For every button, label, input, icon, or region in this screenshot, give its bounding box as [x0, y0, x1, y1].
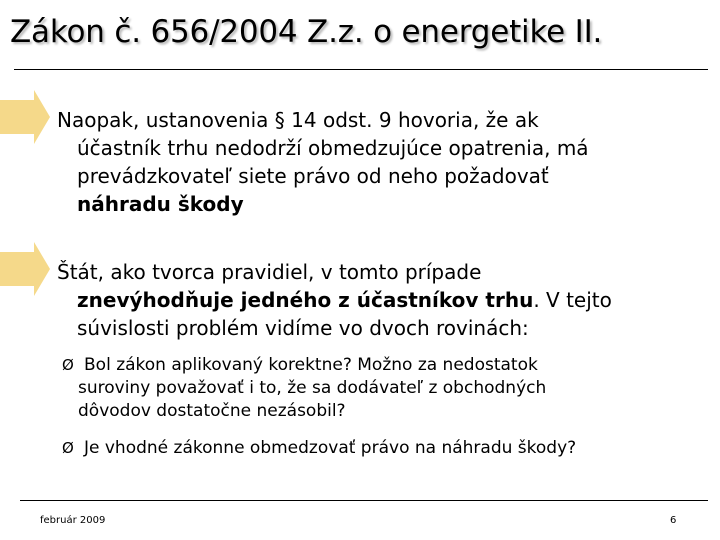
sub-bullet-2 [62, 437, 682, 460]
bullet-1 [57, 106, 677, 218]
bullet-2-line-3: súvislosti problém vidíme vo dvoch rovinách: [77, 316, 529, 340]
bullet-2-line-2 [57, 286, 677, 314]
arrow-bullet-icon [0, 242, 52, 296]
sub-bullet-1-line-2: suroviny považovať i to, že sa dodávateľ z obchodných [78, 378, 547, 398]
bullet-1-line-1: Naopak, ustanovenia § 14 odst. 9 hovoria, že ak [57, 108, 539, 132]
sub-bullet-1-marker-icon: Ø [62, 356, 74, 374]
bullet-2-line-1: Štát, ako tvorca pravidiel, v tomto prípade [57, 260, 482, 284]
footer-date: február 2009 [40, 515, 106, 526]
bullet-2 [57, 258, 677, 342]
bullet-1-bold: náhradu škody [77, 192, 244, 216]
sub-bullet-2-marker-icon: Ø [62, 439, 74, 457]
sub-bullet-1-line-1: Bol zákon aplikovaný korektne? Možno za nedostatok [84, 355, 538, 375]
footer-divider [20, 500, 708, 501]
page-number: 6 [670, 515, 677, 526]
sub-bullet-1-line-3: dôvodov dostatočne nezásobil? [78, 401, 346, 421]
sub-bullet-2-line-1: Je vhodné zákonne obmedzovať právo na náhradu škody? [84, 438, 577, 458]
title-divider [14, 69, 708, 70]
bullet-1-line-2: účastník trhu nedodrží obmedzujúce opatrenia, má [77, 136, 589, 160]
sub-bullet-1 [62, 354, 682, 423]
bullet-2-bold: znevýhodňuje jedného z účastníkov trhu [77, 288, 534, 312]
bullet-1-line-3: prevádzkovateľ siete právo od neho požadovať [77, 164, 549, 188]
arrow-bullet-icon [0, 90, 52, 144]
bullet-2-line-2-rest: . V tejto [533, 288, 612, 312]
slide-title: Zákon č. 656/2004 Z.z. o energetike II. [10, 14, 603, 50]
